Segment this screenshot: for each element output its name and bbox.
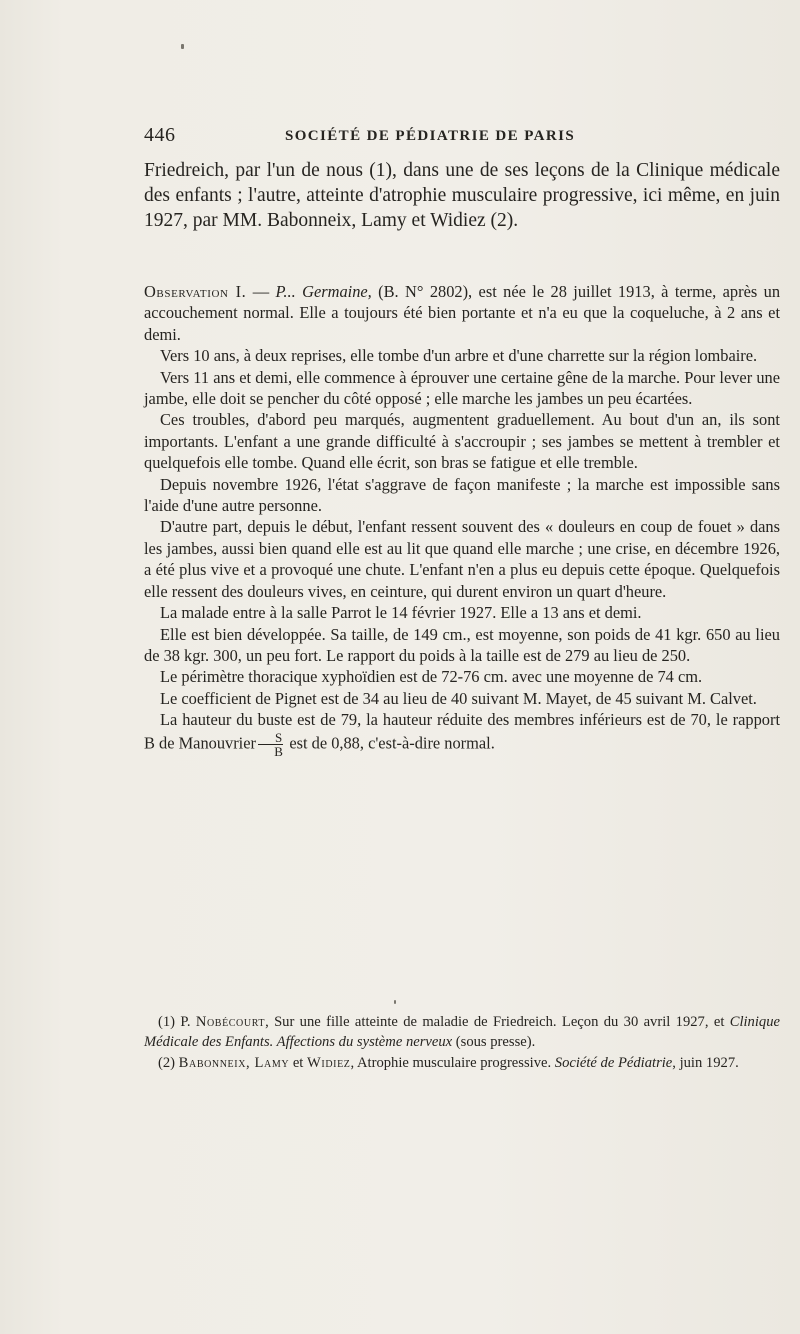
- observation-label: Observation I.: [144, 282, 247, 301]
- running-header: [144, 124, 780, 150]
- observation-paragraph: D'autre part, depuis le début, l'enfant ressent souvent des « douleurs en coup de fouet » dans les jambes, aussi bien quand elle est au lit que quand elle marche ; une crise, en décembre 1926, a été plus vive et a provoqué une chute. L'enfant n'en a plus eu depuis cette époque. Quelquefois elle ressent des douleurs vives, en ceinture, qui durent environ un quart d'heure.: [144, 517, 780, 601]
- observation-paragraph: Le périmètre thoracique xyphoïdien est de 72-76 cm. avec une moyenne de 74 cm.: [160, 667, 703, 687]
- speck-mark: [181, 44, 184, 49]
- footnote-1: (1) P. Nobécourt, Sur une fille atteinte de maladie de Friedreich. Leçon du 30 avril 1927, et Clinique Médicale des Enfants. Affections du système nerveux (sous presse).: [144, 1014, 780, 1050]
- observation-paragraph: Vers 11 ans et demi, elle commence à éprouver une certaine gêne de la marche. Pour lever une jambe, elle doit se pencher du côté opposé ; elle marche les jambes un peu écartées.: [144, 367, 780, 409]
- patient-name: P... Germaine,: [275, 282, 372, 301]
- observation-paragraph: Vers 10 ans, à deux reprises, elle tombe d'un arbre et d'une charrette sur la région lombaire.: [160, 346, 758, 366]
- ratio-fraction: $\frac{S}{B}$: [258, 731, 283, 758]
- observation-paragraph: Depuis novembre 1926, l'état s'aggrave de façon manifeste ; la marche est impossible sans l'aide d'une autre personne.: [144, 474, 780, 516]
- lead-paragraph: Friedreich, par l'un de nous (1), dans une de ses leçons de la Clinique médicale des enfants ; l'autre, atteinte d'atrophie musculaire progressive, ici même, en juin 1927, par MM. Babonneix, Lamy et Widiez (2).: [144, 160, 780, 231]
- observation-intro: Observation I. — P... Germaine, (B. N° 2802), est née le 28 juillet 1913, à terme, après un accouchement normal. Elle a toujours été bien portante et n'a eu que la coqueluche, à 2 ans et demi.: [144, 282, 781, 344]
- speck-mark: [394, 1000, 396, 1004]
- observation-paragraph: Ces troubles, d'abord peu marqués, augmentent graduellement. Au bout d'un an, ils sont importants. L'enfant a une grande difficulté à s'accroupir ; ses jambes se mettent à trembler et quelquefois elle tombe. Quand elle écrit, son bras se fatigue et elle tremble.: [144, 410, 780, 473]
- lead-paragraph-block: [144, 158, 780, 233]
- observation-paragraph: Elle est bien développée. Sa taille, de 149 cm., est moyenne, son poids de 41 kgr. 650 au lieu de 38 kgr. 300, un peu fort. Le rapport du poids à la taille est de 279 au lieu de 250.: [144, 624, 780, 665]
- page-number: 446: [144, 124, 176, 146]
- footnote-2: (2) Babonneix, Lamy et Widiez, Atrophie musculaire progressive. Société de Pédiatrie, juin 1927.: [158, 1055, 739, 1071]
- observation-paragraph: La malade entre à la salle Parrot le 14 février 1927. Elle a 13 ans et demi.: [160, 603, 642, 623]
- footnotes: [144, 1013, 780, 1076]
- running-title: SOCIÉTÉ DE PÉDIATRIE DE PARIS: [285, 128, 576, 144]
- observation-block: [144, 281, 780, 758]
- observation-paragraph: Le coefficient de Pignet est de 34 au lieu de 40 suivant M. Mayet, de 45 suivant M. Calvet.: [160, 688, 757, 708]
- observation-paragraph-ratio: La hauteur du buste est de 79, la hauteur réduite des membres inférieurs est de 70, le rapport B de Manouvrier $\frac{S}{B}$ est de 0,88, c'est-à-dire normal.: [144, 710, 780, 759]
